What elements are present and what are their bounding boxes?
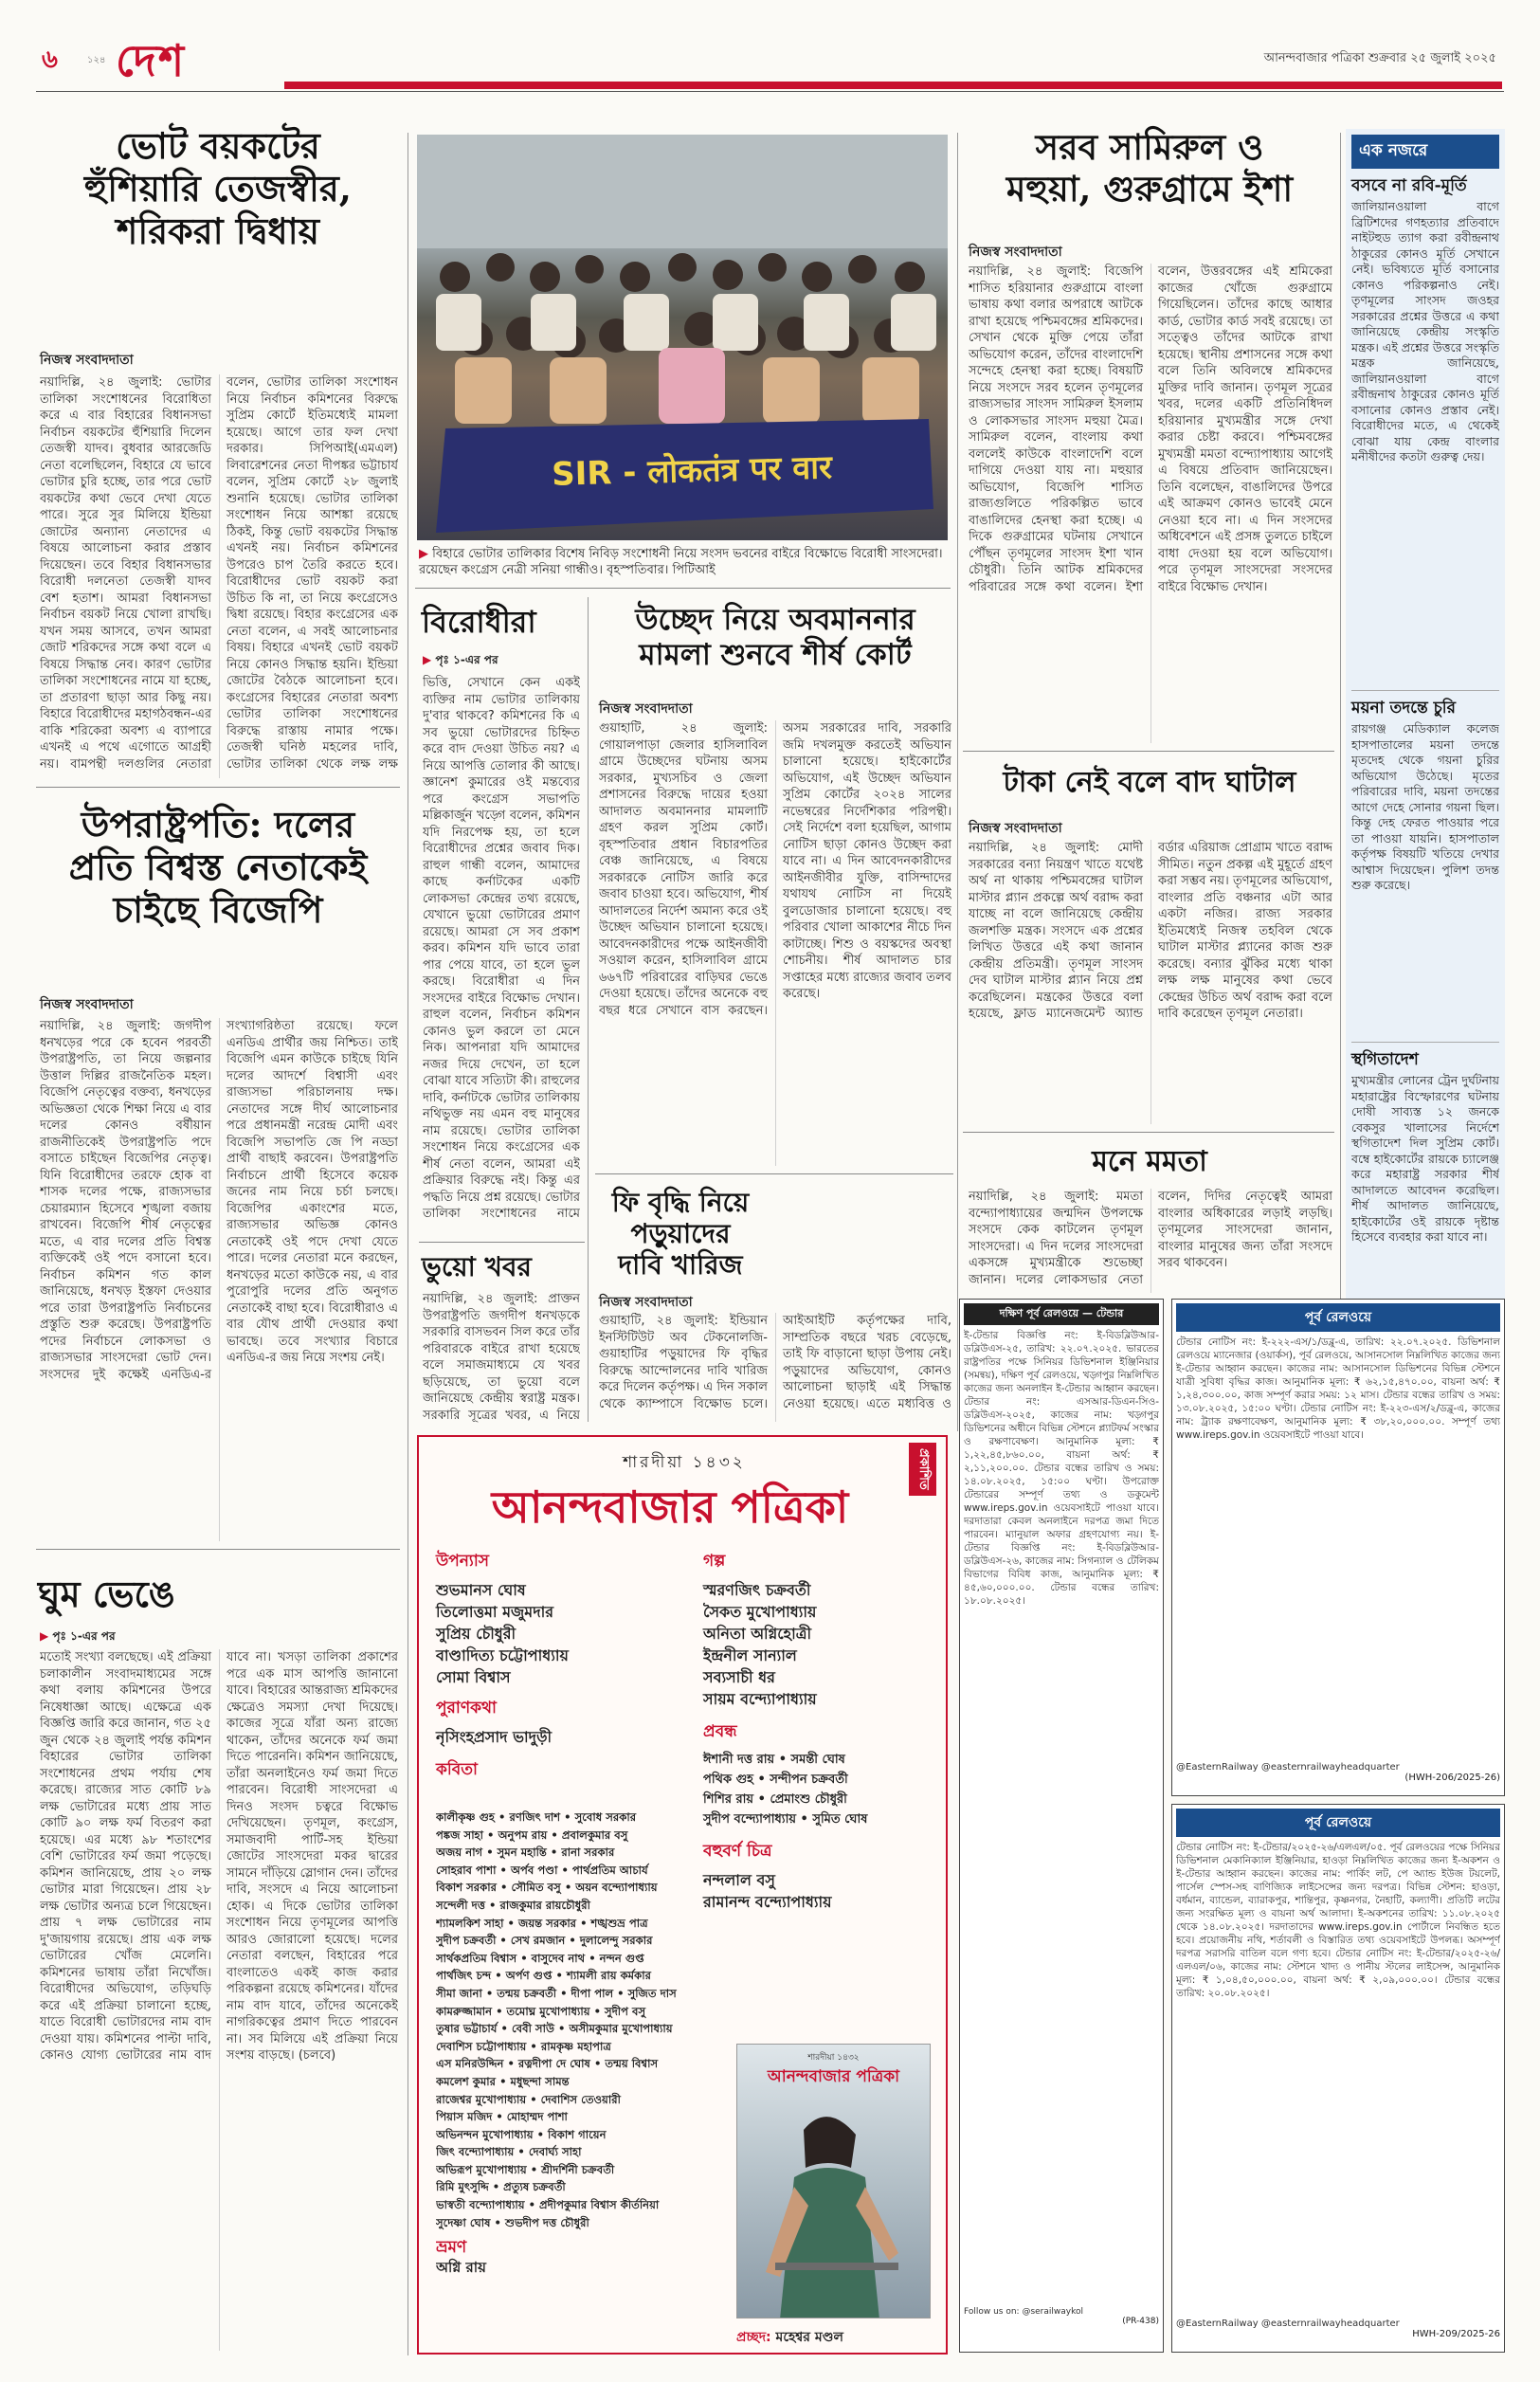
ad-body: টেন্ডার নোটিস নং: ই-টেন্ডার/২০২৫-২৬/এলএল/০৫. পূর্ব রেলওয়ের পক্ষে সিনিয়র ডিভিশনাল মেকানিক্যাল ইঞ্জিনিয়ার, হাওড়া নিম্নলিখিত কাজের জন্য ই-অকশন ও ই-টেন্ডার আহ্বান করছেন। কাজের নাম: পার্কিং লট, পে অ্যান্ড ইউজ টয়লেট, পার্সেল স্পেস-সহ বাণিজ্যিক লাইসেন্সের জন্য দরপত্র। বিভিন্ন স্টেশন: হাওড়া, বর্ধমান, ব্যান্ডেল, ব্যারাকপুর, শান্তিপুর, কৃষ্ণনগর, নৈহাটি, কল্যাণী। প্রতিটি লটের জন্য সংরক্ষিত মূল্য ও বায়না অর্থ আলাদা। ই-অকশনের তারিখ: ১১.০৮.২০২৫ থেকে ১৪.০৮.২০২৫। দরদাতাদের www.ireps.gov.in পোর্টালে নিবন্ধিত হতে হবে। প্রয়োজনীয় নথি, শর্তাবলী ও বিস্তারিত তথ্য ওয়েবসাইটে উপলব্ধ। অসম্পূর্ণ দরপত্র সরাসরি বাতিল বলে গণ্য হবে। টেন্ডার নোটিস নং: ই-টেন্ডার/২০২৫-২৬/এলএল/০৬, কাজের নাম: স্টেশনে খাদ্য ও পানীয় স্টলের লাইসেন্স, আনুমানিক মূল্য: ₹ ১,০৪,৫০,০০০.০০, বায়না অর্থ: ₹ ২,০৯,০০০.০০। টেন্ডার বন্ধের তারিখ: ২০.০৮.২০২৫। (1176, 1842, 1500, 1999)
ad-author: সুপ্রিয় চৌধুরী (436, 1625, 516, 1643)
ad-section-heading: কবিতা (436, 1760, 478, 1779)
cover-title: আনন্দবাজার পত্রিকা (767, 2067, 900, 2086)
masthead-rule (284, 82, 1502, 89)
railway-tender-ad-er-1 (1171, 1299, 1505, 1796)
article-body-birodhira: ভিত্তি, সেখানে কেন একই ব্যক্তির নাম ভোটার তালিকায় দু'বার থাকবে? কমিশনের কি এ সব ভুয়ো ভোটারদের চিহ্নিত করে বাদ দেওয়া উচিত নয়? এ নিয়ে আপত্তি তোলার কী আছে। জ্ঞানেশ কুমারের ওই মন্তব্যের পরে কংগ্রেস সভাপতি মল্লিকার্জুন খড়্গে বলেন, কমিশন যদি নিরপেক্ষ হয়, তা হলে বিরোধীদের প্রশ্নের জবাব দিক। রাহুল গান্ধী বলেন, আমাদের কাছে কর্নাটকের একটি লোকসভা কেন্দ্রের তথ্য রয়েছে, যেখানে ভুয়ো ভোটারের প্রমাণ রয়েছে। আমরা সে সব প্রকাশ করব। কমিশন যদি ভাবে তারা পার পেয়ে যাবে, তা হলে ভুল করছে। বিরোধীরা এ দিন সংসদের বাইরে বিক্ষোভ দেখান। রাহুল বলেন, নির্বাচন কমিশন কোনও ভুল করলে তা মেনে নিক। আপনারা যদি আমাদের নজর দিয়ে দেখেন, তা হলে বোঝা যাবে সত্যিটা কী। রাহুলের দাবি, কর্নাটকে ভোটার তালিকায় নথিভুক্ত নয় এমন বহু মানুষের নাম রয়েছে। ভোটার তালিকা সংশোধন নিয়ে কংগ্রেসের এক শীর্ষ নেতা বলেন, আমরা এই প্রক্রিয়ার বিরুদ্ধে নই। কিন্তু এর পদ্ধতি নিয়ে প্রশ্ন রয়েছে। ভোটার তালিকা সংশোধনের নামে (423, 676, 580, 1221)
published-badge: প্রকাশিত (909, 1443, 936, 1496)
ad-author: অনিতা অগ্নিহোত্রী (703, 1625, 812, 1643)
brief-headline: স্থগিতাদেশ (1351, 1050, 1419, 1070)
headline-vice-president: উপরাষ্ট্রপতি: দলের প্রতি বিশ্বস্ত নেতাকেই চাইছে বিজেপি (68, 803, 368, 931)
ad-header: দক্ষিণ পূর্ব রেলওয়ে — টেন্ডার (964, 1303, 1159, 1325)
ad-author: সব্যসাচী ধর (703, 1668, 775, 1686)
ad-footer: @EasternRailway @easternrailwayheadquarter (1176, 2318, 1400, 2329)
article-body-tejashwi: নয়াদিল্লি, ২৪ জুলাই: ভোটার তালিকা সংশোধনের বিরোধিতা করে এ বার বিহারের বিধানসভা নির্বাচন বয়কটের হুঁশিয়ারি দিলেন তেজস্বী যাদব। বুধবার আরজেডি নেতা বলেছিলেন, বিহারে যে ভাবে ভোটার চুরি হচ্ছে, তার পরে ভোট বয়কটের কথা ভেবে দেখা যেতে পারে। সুরে সুর মিলিয়ে ইন্ডিয়া জোটের অন্যান্য নেতাদের এ বিষয়ে আলোচনা করার প্রস্তাব দিয়েছেন। তবে বিহার বিধানসভার বিরোধী দলনেতা তেজস্বী যাদব বেশ হতাশ। আমরা বিধানসভা নির্বাচন বয়কট নিয়ে খোলা রাখছি। যখন সময় আসবে, তখন আমরা জোট শরিকদের সঙ্গে কথা বলে এ বিষয়ে সিদ্ধান্ত নেব। কারণ ভোটার তালিকা সংশোধনের নামে যা হচ্ছে, তা প্রতারণা ছাড়া আর কিছু নয়। বিহারে বিরোধীদের মহাগঠবন্ধন-এর বাকি শরিকেরা অবশ্য এ ব্যাপারে এখনই এ পথে এগোতে আগ্রহী নয়। বামপন্থী দলগুলির নেতারা বলেন, ভোটার তালিকা সংশোধন নিয়ে নির্বাচন কমিশনের বিরুদ্ধে সুপ্রিম কোর্টে ইতিমধ্যেই মামলা হয়েছে। আগে তার ফল দেখা দরকার। সিপিআই(এমএল) লিবারেশনের নেতা দীপঙ্কর ভট্টাচার্য বলেন, সুপ্রিম কোর্টে ২৮ জুলাই শুনানি হয়েছে। ভোটার তালিকা সংশোধন নিয়ে আশঙ্কা রয়েছে ঠিকই, কিন্তু ভোট বয়কটের সিদ্ধান্ত এখনই নয়। নির্বাচন কমিশনের উপরেও চাপ তৈরি করতে হবে। বিরোধীদের ভোট বয়কট করা উচিত কি না, তা নিয়ে কংগ্রেসেও দ্বিধা রয়েছে। বিহার কংগ্রেসের এক নেতা বলেন, এ সবই আলোচনার বিষয়। বিহারে এখনই ভোট বয়কট নিয়ে কোনও সিদ্ধান্ত হয়নি। ইন্ডিয়া জোটের বৈঠকে আলোচনা হবে। কংগ্রেসের বিহারের নেতারা অবশ্য ভোটার তালিকা সংশোধনের বিরুদ্ধে রাস্তায় নামার পক্ষে। তেজস্বী ঘনিষ্ঠ মহলের দাবি, ভোটার তালিকা থেকে লক্ষ লক্ষ (40, 375, 398, 772)
section-mark: ১২৪ (87, 55, 106, 65)
byline: নিজস্ব সংবাদদাতা (599, 1295, 693, 1310)
headline-mone-mamata: মনে মমতা (1092, 1145, 1207, 1178)
headline-bhuyo-khobor: ভুয়ো খবর (422, 1251, 532, 1282)
ad-author: তিলোত্তমা মজুমদার (436, 1603, 554, 1621)
article-body-fee-hike: গুয়াহাটি, ২৪ জুলাই: ইন্ডিয়ান ইনস্টিটিউট অব টেকনোলজি-গুয়াহাটির পড়ুয়াদের ফি বৃদ্ধির বিরুদ্ধে আন্দোলনের দাবি খারিজ করে দিলেন কর্তৃপক্ষ। এ দিন সকাল থেকে ক্যাম্পাসে বিক্ষোভ চলে। আইআইটি কর্তৃপক্ষের দাবি, সাম্প্রতিক বছরে খরচ বেড়েছে, তাই ফি বাড়ানো ছাড়া উপায় নেই। পড়ুয়াদের অভিযোগ, কোনও আলোচনা ছাড়াই এই সিদ্ধান্ত নেওয়া হয়েছে। এতে মধ্যবিত্ত ও (599, 1314, 951, 1411)
byline: নিজস্ব সংবাদদাতা (969, 821, 1062, 836)
headline-ghatal: টাকা নেই বলে বাদ ঘাটাল (1003, 766, 1296, 799)
news-photo-protest (417, 135, 948, 540)
cover-year: শারদীয়া ১৪৩২ (807, 2053, 860, 2063)
continued-marker: ▶ পৃঃ ১-এর পর (423, 653, 498, 666)
headline-eviction-contempt: উচ্ছেদ নিয়ে অবমাননার মামলা শুনবে শীর্ষ কোর্ট (635, 603, 915, 672)
ad-section-heading: গল্প (703, 1552, 726, 1571)
brief-body: রায়গঞ্জ মেডিক্যাল কলেজ হাসপাতালের ময়না তদন্তে মৃতদেহ থেকে গয়না চুরির অভিযোগ উঠেছে। মৃতের পরিবারের দাবি, ময়না তদন্তের আগে দেহে সোনার গয়না ছিল। কিন্তু দেহ ফেরত পাওয়ার পরে তা পাওয়া যায়নি। হাসপাতাল কর্তৃপক্ষ বিষয়টি খতিয়ে দেখার আশ্বাস দিয়েছেন। পুলিশ তদন্ত শুরু করেছে। (1351, 721, 1499, 893)
ek-nojore-title: এক নজরে (1351, 135, 1499, 169)
ad-header: পূর্ব রেলওয়ে (1176, 1809, 1500, 1837)
headline-birodhira: বিরোধীরা (422, 604, 536, 640)
ad-section-heading: উপন্যাস (436, 1552, 490, 1571)
ad-author: সায়ম বন্দ্যোপাধ্যায় (703, 1690, 817, 1708)
ad-author: ইন্দ্রনীল সান্যাল (703, 1646, 797, 1664)
ad-body: ই-টেন্ডার বিজ্ঞপ্তি নং: ই-বিডব্লিউআর-ডব্লিউএস-২৫, তারিখ: ২২.০৭.২০২৫. ভারতের রাষ্ট্রপতির পক্ষে সিনিয়র ডিভিশনাল ইঞ্জিনিয়ার (সমন্বয়), দক্ষিণ পূর্ব রেলওয়ে, খড়্গপুর নিম্নলিখিত কাজের জন্য অনলাইন ই-টেন্ডার আহ্বান করছেন। টেন্ডার নং: এসআর-ডিএন-সিও-ডব্লিউএস-২০২৫, কাজের নাম: খড়্গপুর ডিভিশনের অধীনে বিভিন্ন স্টেশনে প্ল্যাটফর্ম সংস্কার ও রক্ষণাবেক্ষণ। আনুমানিক মূল্য: ₹ ১,২২,৪৫,৮৬০.০০, বায়না অর্থ: ₹ ২,১১,২০০.০০. টেন্ডার বন্ধের তারিখ ও সময়: ১৪.০৮.২০২৫, ১৫:০০ ঘণ্টা। উপরোক্ত টেন্ডারের সম্পূর্ণ তথ্য ও ডকুমেন্ট www.ireps.gov.in ওয়েবসাইটে পাওয়া যাবে। দরদাতারা কেবল অনলাইনে দরপত্র জমা দিতে পারবেন। ম্যানুয়াল অফার গ্রহণযোগ্য নয়। ই-টেন্ডার বিজ্ঞপ্তি নং: ই-বিডব্লিউআর-ডব্লিউএস-২৬, কাজের নাম: সিগন্যাল ও টেলিকম বিভাগের বিবিধ কাজ, আনুমানিক মূল্য: ₹ ৪৫,৬০,০০০.০০. টেন্ডার বন্ধের তারিখ: ১৮.০৮.২০২৫। (964, 1330, 1159, 1607)
ad-author: রামানন্দ বন্দ্যোপাধ্যায় (703, 1893, 832, 1911)
byline: নিজস্ব সংবাদদাতা (599, 701, 693, 717)
ad-section-heading: প্রবন্ধ (703, 1722, 737, 1741)
ad-author: শিশির রায় • প্রেমাংশু চৌধুরী (703, 1792, 847, 1807)
ad-header: পূর্ব রেলওয়ে (1176, 1303, 1500, 1332)
railway-tender-ad-er-2 (1171, 1804, 1505, 2353)
ad-footer: @EasternRailway @easternrailwayheadquarter (1176, 1762, 1400, 1773)
brief-body: জালিয়ানওয়ালা বাগে ব্রিটিশদের গণহত্যার প্রতিবাদে নাইটহুড ত্যাগ করা রবীন্দ্রনাথ ঠাকুরের কোনও মূর্তি সেখানে নেই। ভবিষ্যতে মূর্তি বসানোর কোনও পরিকল্পনাও নেই। তৃণমূলের সাংসদ জওহর সরকারের প্রশ্নের উত্তরে এ কথা জানিয়েছে কেন্দ্রীয় সংস্কৃতি মন্ত্রক। এই প্রশ্নের উত্তরে সংস্কৃতি মন্ত্রক জানিয়েছে, জালিয়ানওয়ালা বাগে রবীন্দ্রনাথ ঠাকুরের কোনও মূর্তি বসানোর কোনও প্রস্তাব নেই। বিরোধীদের মতে, এ থেকেই বোঝা যায় কেন্দ্র বাংলার মনীষীদের কতটা গুরুত্ব দেয়। (1351, 199, 1499, 464)
byline: নিজস্ব সংবাদদাতা (40, 997, 134, 1012)
ad-year: শারদীয়া ১৪৩২ (623, 1453, 746, 1472)
ad-code: HWH-209/2025-26 (1412, 2329, 1500, 2339)
ad-author: সৈকত মুখোপাধ্যায় (703, 1603, 817, 1621)
byline: নিজস্ব সংবাদদাতা (969, 245, 1062, 260)
continued-marker: ▶ পৃঃ ১-এর পর (40, 1629, 116, 1643)
brief-body: মুখ্যমন্ত্রীর লোনের ট্রেন দুর্ঘটনায় মহারাষ্ট্রের বিস্ফোরণের ঘটনায় দোষী সাব্যস্ত ১২ জনকে বেকসুর খালাসের নির্দেশে স্থগিতাদেশ দিল সুপ্রিম কোর্ট। বম্বে হাইকোর্টের রায়কে চ্যালেঞ্জ করে মহারাষ্ট্র সরকার শীর্ষ আদালতে আবেদন করেছিল। শীর্ষ আদালত জানিয়েছে, হাইকোর্টের ওই রায়কে দৃষ্টান্ত হিসেবে ব্যবহার করা যাবে না। (1351, 1073, 1499, 1245)
ad-section-heading: বহুবর্ণ চিত্র (703, 1842, 772, 1861)
ad-author: পথিক গুহ • সন্দীপন চক্রবর্তী (703, 1773, 848, 1787)
article-body-samirul: নয়াদিল্লি, ২৪ জুলাই: বিজেপি শাসিত হরিয়ানার গুরুগ্রামে বাংলা ভাষায় কথা বলার অপরাধে আটকে রাখা হয়েছে পশ্চিমবঙ্গের শ্রমিকদের। সেখান থেকে মুক্তি পেয়ে তাঁরা অভিযোগ করেন, তাঁদের বাংলাদেশি সন্দেহে হেনস্থা করা হচ্ছে। বিষয়টি নিয়ে সংসদে সরব হলেন তৃণমূলের রাজ্যসভার সাংসদ সামিরুল ইসলাম ও লোকসভার সাংসদ মহুয়া মৈত্র। সামিরুল বলেন, বাংলায় কথা বললেই কাউকে বাংলাদেশি বলে দাগিয়ে দেওয়া যায় না। মহুয়ার অভিযোগ, বিজেপি শাসিত রাজ্যগুলিতে পরিকল্পিত ভাবে বাঙালিদের হেনস্থা করা হচ্ছে। এ দিকে গুরুগ্রামের ঘটনায় সেখানে পৌঁছন তৃণমূলের সাংসদ ইশা খান চৌধুরী। তিনি আটক শ্রমিকদের পরিবারের সঙ্গে কথা বলেন। ইশা বলেন, উত্তরবঙ্গের এই শ্রমিকেরা কাজের খোঁজে গুরুগ্রামে গিয়েছিলেন। তাঁদের কাছে আধার কার্ড, ভোটার কার্ড সবই রয়েছে। তা সত্ত্বেও তাঁদের আটকে রাখা হয়েছে। স্থানীয় প্রশাসনের সঙ্গে কথা বলে তিনি অবিলম্বে শ্রমিকদের মুক্তির দাবি জানান। তৃণমূল সূত্রের খবর, দলের একটি প্রতিনিধিদল হরিয়ানার মুখ্যমন্ত্রীর সঙ্গে দেখা করার চেষ্টা করবে। পশ্চিমবঙ্গের মুখ্যমন্ত্রী মমতা বন্দ্যোপাধ্যায় আগেই এ বিষয়ে প্রতিবাদ জানিয়েছেন। তিনি বলেছেন, বাঙালিদের উপরে এই আক্রমণ কোনও ভাবেই মেনে নেওয়া হবে না। এ দিন সংসদের অধিবেশনে এই প্রসঙ্গ তুলতে চাইলে বাধা দেওয়া হয় বলে অভিযোগ। পরে তৃণমূল সাংসদেরা সংসদের বাইরে বিক্ষোভ দেখান। (969, 264, 1332, 594)
sharodiya-advert (417, 1435, 948, 2355)
headline-samirul-mohua: সরব সামিরুল ও মহুয়া, গুরুগ্রামে ইশা (1006, 126, 1294, 209)
ek-nojore-box (1346, 129, 1505, 1429)
headline-tejashwi: ভোট বয়কটের হুঁশিয়ারি তেজস্বীর, শরিকরা দ্বিধায় (83, 124, 353, 252)
article-body-eviction: গুয়াহাটি, ২৪ জুলাই: গোয়ালপাড়া জেলার হাসিলাবিল গ্রামে উচ্ছেদের ঘটনায় অসম সরকার, মুখ্যসচিব ও জেলা প্রশাসনের বিরুদ্ধে দায়ের হওয়া আদালত অবমাননার মামলাটি গ্রহণ করল সুপ্রিম কোর্ট। বৃহস্পতিবার প্রধান বিচারপতির বেঞ্চ জানিয়েছে, এ বিষয়ে সরকারকে নোটিস জারি করে জবাব চাওয়া হবে। অভিযোগ, শীর্ষ আদালতের নির্দেশ অমান্য করে ওই উচ্ছেদ অভিযান চালানো হয়েছে। আবেদনকারীদের পক্ষে আইনজীবী সওয়াল করেন, হাসিলাবিল গ্রামে ৬৬৭টি পরিবারের বাড়িঘর ভেঙে দেওয়া হয়েছে। তাঁদের অনেকে বহু বছর ধরে সেখানে বাস করছেন। অসম সরকারের দাবি, সরকারি জমি দখলমুক্ত করতেই অভিযান চালানো হয়েছে। হাইকোর্টের অভিযোগ, এই উচ্ছেদ অভিযান সুপ্রিম কোর্টের ২০২৪ সালের নভেম্বরের নির্দেশিকার পরিপন্থী। সেই নির্দেশে বলা হয়েছিল, আগাম নোটিস ছাড়া কোনও উচ্ছেদ করা যাবে না। এ দিন আবেদনকারীদের আইনজীবীর যুক্তি, বাসিন্দাদের যথাযথ নোটিস না দিয়েই বুলডোজার চালানো হয়েছে। বহু পরিবার খোলা আকাশের নীচে দিন কাটাচ্ছে। শিশু ও বয়স্কদের অবস্থা শোচনীয়। শীর্ষ আদালত চার সপ্তাহের মধ্যে রাজ্যের জবাব তলব করেছে। (599, 721, 951, 1018)
ad-masthead-title: আনন্দবাজার পত্রিকা (491, 1482, 849, 1533)
ad-author: স্মরণজিৎ চক্রবর্তী (703, 1581, 811, 1599)
ad-footer: Follow us on: @serailwaykol (964, 2307, 1083, 2317)
cover-credit: প্রচ্ছদ: মহেশ্বর মণ্ডল (736, 2330, 843, 2345)
ad-body: টেন্ডার নোটিস নং: ই-২২২-এস/১/ডব্লু-এ, তারিখ: ২২.০৭.২০২৫. ডিভিশনাল রেলওয়ে ম্যানেজার (ওয়ার্কস), পূর্ব রেলওয়ে, আসানসোল নিম্নলিখিত কাজের জন্য ই-টেন্ডার আহ্বান করছেন। কাজের নাম: আসানসোল ডিভিশনের বিভিন্ন স্টেশনে যাত্রী সুবিধা বৃদ্ধির কাজ। আনুমানিক মূল্য: ₹ ৬২,১৫,৪৭০.০০, বায়না অর্থ: ₹ ১,২৪,৩০০.০০, কাজ সম্পূর্ণ করার সময়: ১২ মাস। টেন্ডার বন্ধের তারিখ ও সময়: ১৩.০৮.২০২৫, ১৫:০০ ঘণ্টা। টেন্ডার নোটিস নং: ই-২২৩-এস/২/ডব্লু-এ, কাজের নাম: ট্র্যাক রক্ষণাবেক্ষণ, আনুমানিক মূল্য: ₹ ৩৮,২০,০০০.০০. সম্পূর্ণ তথ্য www.ireps.gov.in ওয়েবসাইটে পাওয়া যাবে। (1176, 1336, 1500, 1441)
brief-headline: বসবে না রবি-মূর্তি (1351, 176, 1467, 195)
cover-woman-illustration (737, 2092, 931, 2318)
ad-author: নৃসিংহপ্রসাদ ভাদুড়ী (436, 1728, 553, 1746)
brief-headline: ময়না তদন্তে চুরি (1351, 699, 1456, 718)
headline-fee-hike: ফি বৃদ্ধি নিয়ে পড়ুয়াদের দাবি খারিজ (611, 1187, 750, 1282)
protest-banner-text: SIR - लोकतंत्र पर वार (551, 448, 833, 494)
magazine-cover (736, 2044, 931, 2318)
ad-section-heading: পুরাণকথা (436, 1699, 497, 1718)
ad-section-heading: ভ্রমণ (436, 2238, 467, 2258)
page-number: ৬ (42, 45, 58, 74)
railway-tender-ad-se (959, 1299, 1164, 2353)
ad-code: (HWH-206/2025-26) (1404, 1773, 1500, 1783)
article-body-ghum-bhenge: মতোই সংখ্যা বলছেছে। এই প্রক্রিয়া চলাকালীন সংবাদমাধ্যমের সঙ্গে কথা বলায় কমিশনের উপরে নিষেধাজ্ঞা আছে। এক্ষেত্রে এক বিজ্ঞপ্তি জারি করে জানান, গত ২৫ জুন থেকে ২৪ জুলাই পর্যন্ত কমিশন বিহারের ভোটার তালিকা সংশোধনের প্রথম পর্যায় শেষ করেছে। রাজ্যের সাত কোটি ৮৯ লক্ষ ভোটারের মধ্যে প্রায় সাত কোটি ৯০ লক্ষ ফর্ম বিতরণ করা হয়েছে। এর মধ্যে ৯৮ শতাংশের বেশি ভোটারের ফর্ম জমা পড়েছে। কমিশন জানিয়েছে, প্রায় ২০ লক্ষ ভোটার মারা গিয়েছেন। প্রায় ২৮ লক্ষ ভোটার অন্যত্র চলে গিয়েছেন। প্রায় ৭ লক্ষ ভোটারের নাম দু'জায়গায় রয়েছে। প্রায় এক লক্ষ ভোটারের খোঁজ মেলেনি। কমিশনের ভাষায় তাঁরা নিখোঁজ। বিরোধীদের অভিযোগ, তড়িঘড়ি করে এই প্রক্রিয়া চালানো হচ্ছে, যাতে বিরোধী ভোটারদের নাম বাদ দেওয়া যায়। কমিশনের পাল্টা দাবি, কোনও যোগ্য ভোটারের নাম বাদ যাবে না। খসড়া তালিকা প্রকাশের পরে এক মাস আপত্তি জানানো যাবে। বিহারের আন্তরাজ্য শ্রমিকদের ক্ষেত্রেও সমস্যা দেখা দিয়েছে। কাজের সূত্রে যাঁরা অন্য রাজ্যে থাকেন, তাঁদের অনেকে ফর্ম জমা দিতে পারেননি। কমিশন জানিয়েছে, তাঁরা অনলাইনেও ফর্ম জমা দিতে পারবেন। বিরোধী সাংসদেরা এ দিনও সংসদ চত্বরে বিক্ষোভ দেখিয়েছেন। তৃণমূল, কংগ্রেস, সমাজবাদী পার্টি-সহ ইন্ডিয়া জোটের সাংসদেরা মকর দ্বারের সামনে দাঁড়িয়ে স্লোগান দেন। তাঁদের দাবি, সংসদে এ নিয়ে আলোচনা হোক। এ দিকে ভোটার তালিকা সংশোধন নিয়ে তৃণমূলের আপত্তি আরও জোরালো হয়েছে। দলের নেতারা বলছেন, বিহারের পরে বাংলাতেও একই কাজ করার পরিকল্পনা রয়েছে কমিশনের। যাঁদের নাম বাদ যাবে, তাঁদের অনেকেই নাগরিকত্বের প্রমাণ দিতে পারবেন না। সব মিলিয়ে এই প্রক্রিয়া নিয়ে সংশয় বাড়ছে। (চলবে) (40, 1650, 398, 2063)
ad-author: বাণ্ডাদিত্য চট্টোপাধ্যায় (436, 1646, 569, 1664)
article-body-vice-president: নয়াদিল্লি, ২৪ জুলাই: জগদীপ ধনখড়ের পরে কে হবেন পরবর্তী উপরাষ্ট্রপতি, তা নিয়ে জল্পনার উত্তাল দিল্লির রাজনৈতিক মহল। বিজেপি নেতৃত্বের বক্তব্য, ধনখড়ের অভিজ্ঞতা থেকে শিক্ষা নিয়ে এ বার দলের কোনও বর্ষীয়ান রাজনীতিকেই উপরাষ্ট্রপতি পদে বসাতে চাইছেন বিজেপির নেতৃত্ব। যিনি বিরোধীদের তরফে হোক বা শাসক দলের পক্ষে, রাজ্যসভার চেয়ারম্যান হিসেবে শৃঙ্খলা বজায় রাখবেন। বিজেপি শীর্ষ নেতৃত্বের মতে, এ বার দলের প্রতি বিশ্বস্ত ব্যক্তিকেই ওই পদে বসানো হবে। নির্বাচন কমিশন গত কাল জানিয়েছে, ধনখড় ইস্তফা দেওয়ার পরে তারা উপরাষ্ট্রপতি নির্বাচনের প্রস্তুতি শুরু করেছে। উপরাষ্ট্রপতি পদের নির্বাচনে লোকসভা ও রাজ্যসভার সাংসদেরা ভোট দেন। সংসদের দুই কক্ষেই এনডিএ-র সংখ্যাগরিষ্ঠতা রয়েছে। ফলে এনডিএ প্রার্থীর জয় নিশ্চিত। তাই বিজেপি এমন কাউকে চাইছে যিনি দলের আদর্শে বিশ্বাসী এবং রাজ্যসভা পরিচালনায় দক্ষ। নেতাদের সঙ্গে দীর্ঘ আলোচনার পরে প্রধানমন্ত্রী নরেন্দ্র মোদী এবং বিজেপি সভাপতি জে পি নড্ডা প্রার্থী বাছাই করবেন। উপরাষ্ট্রপতি নির্বাচনে প্রার্থী হিসেবে কয়েক জনের নাম নিয়ে চর্চা চলছে। বিজেপির একাংশের মতে, রাজ্যসভার অভিজ্ঞ কোনও নেতাকেই ওই পদে দেখা যেতে পারে। দলের নেতারা মনে করছেন, ধনখড়ের মতো কাউকে নয়, এ বার পুরোপুরি দলের প্রতি অনুগত নেতাকেই বাছা হবে। বিরোধীরাও এ বার যৌথ প্রার্থী দেওয়ার কথা ভাবছে। তবে সংখ্যার বিচারে এনডিএ-র জয় নিয়ে সংশয় নেই। (40, 1019, 398, 1382)
ad-author: শুভমানস ঘোষ (436, 1581, 526, 1599)
photo-caption: ▶ বিহারে ভোটার তালিকার বিশেষ নিবিড় সংশোধনী নিয়ে সংসদ ভবনের বাইরে বিক্ষোভে বিরোধী সাংসদেরা। রয়েছেন কংগ্রেস নেত্রী সনিয়া গান্ধীও। বৃহস্পতিবার। পিটিআই (419, 547, 943, 577)
byline: নিজস্ব সংবাদদাতা (40, 353, 134, 368)
ad-poets-list: কালীকৃষ্ণ গুহ • রণজিৎ দাশ • সুবোধ সরকার পঙ্কজ সাহা • অনুপম রায় • প্রবালকুমার বসু অজয় নাগ • সুমন মহান্তি • রানা সরকার সোহরাব পাশা • অর্পব পণ্ডা • পার্থপ্রতিম আচার্য বিকাশ সরকার • সৌমিত বসু • অয়ন বন্দ্যোপাধ্যায় সন্দেলী দত্ত • রাজকুমার রায়চৌধুরী শ্যামলকিশ সাহা • জয়ন্ত সরকার • শঙ্খশুভ্র পাত্র সুদীপ চক্রবর্তী • সেখ রমজান • দুলালেন্দু সরকার সার্থকপ্রতিম বিশ্বাস • বাসুদেব নাথ • নন্দন গুপ্ত পার্থজিৎ চন্দ • অর্পণ গুপ্ত • শ্যামলী রায় কর্মকার সীমা জানা • তন্ময় চক্রবর্তী • দীপা পাল • সুজিত দাস কামরুজ্জামান • তমোঘ্ন মুখোপাধ্যায় • সুদীপ বসু তুষার ভট্টাচার্য • বেবী সাউ • অসীমকুমার মুখোপাধ্যায় দেবাশিস চট্টোপাধ্যায় • রামকৃষ্ণ মহাপাত্র এস মনিরউদ্দিন • রত্নদীপা দে ঘোষ • তন্ময় বিশ্বাস কমলেশ কুমার • মধুছন্দা সামন্ত রাজেশ্বর মুখোপাধ্যায় • দেবাশিস তেওয়ারী পিয়াস মজিদ • মোহাম্মদ পাশা অভিনন্দন মুখোপাধ্যায় • বিকাশ গায়েন জিৎ বন্দ্যোপাধ্যায় • দেবার্ঘ্য সাহা অভিরূপ মুখোপাধ্যায় • শ্রীদর্শিনী চক্রবর্তী রিমি মুৎসুদ্দি • প্রত্যুষ চক্রবর্তী ভাস্বতী বন্দ্যোপাধ্যায় • প্রদীপকুমার বিশ্বাস কীর্তনিয়া সুদেষ্ণা ঘোষ • শুভদীপ দত্ত চৌধুরী ভ্রমণ অগ্নি রায় (436, 1809, 739, 2276)
article-body-mone-mamata: নয়াদিল্লি, ২৪ জুলাই: মমতা বন্দ্যোপাধ্যায়ের জন্মদিন উপলক্ষে সংসদে কেক কাটলেন তৃণমূল সাংসদেরা। এ দিন দলের সাংসদেরা একসঙ্গে মুখ্যমন্ত্রীকে শুভেচ্ছা জানান। দলের লোকসভার নেতা বলেন, দিদির নেতৃত্বেই আমরা বাংলার অধিকারের লড়াই লড়ছি। তৃণমূলের সাংসদেরা জানান, বাংলার মানুষের জন্য তাঁরা সংসদে সরব থাকবেন। (969, 1190, 1332, 1287)
article-body-bhuyo-khobor: নয়াদিল্লি, ২৪ জুলাই: প্রাক্তন উপরাষ্ট্রপতি জগদীপ ধনখড়কে সরকারি বাসভবন সিল করে তাঁর পরিবারকে বাইরে রাখা হয়েছে বলে সমাজমাধ্যমে যে খবর ছড়িয়েছে, তা ভুয়ো বলে জানিয়েছে কেন্দ্রীয় স্বরাষ্ট্র মন্ত্রক। সরকারি সূত্রের খবর, এ নিয়ে (423, 1292, 580, 1423)
section-title: দেশ (116, 35, 187, 86)
ad-author: নন্দলাল বসু (703, 1871, 775, 1889)
headline-ghum-bhenge: ঘুম ভেঙে (38, 1573, 175, 1615)
ad-author: ঈশানী দত্ত রায় • সমন্তী ঘোষ (703, 1753, 845, 1767)
ad-author: সোমা বিশ্বাস (436, 1668, 511, 1686)
masthead-info: আনন্দবাজার পত্রিকা শুক্রবার ২৫ জুলাই ২০২৫ (1263, 51, 1496, 65)
ad-author: সুদীপ বন্দ্যোপাধ্যায় • সুমিত ঘোষ (703, 1812, 868, 1827)
article-body-ghatal: নয়াদিল্লি, ২৪ জুলাই: মোদী সরকারের বন্যা নিয়ন্ত্রণ খাতে যথেষ্ট অর্থ না থাকায় পশ্চিমবঙ্গের ঘাটাল মাস্টার প্ল্যান প্রকল্পে অর্থ বরাদ্দ করা যাচ্ছে না বলে জানিয়েছে কেন্দ্রীয় জলশক্তি মন্ত্রক। সংসদে এক প্রশ্নের লিখিত উত্তরে এই কথা জানান কেন্দ্রীয় প্রতিমন্ত্রী। তৃণমূল সাংসদ দেব ঘাটাল মাস্টার প্ল্যান নিয়ে প্রশ্ন করেছিলেন। মন্ত্রকের উত্তরে বলা হয়েছে, ফ্লাড ম্যানেজমেন্ট অ্যান্ড বর্ডার এরিয়াজ প্রোগ্রাম খাতে বরাদ্দ সীমিত। নতুন প্রকল্প এই মুহূর্তে গ্রহণ করা সম্ভব নয়। তৃণমূলের অভিযোগ, বাংলার প্রতি বঞ্চনার এটা আর একটা নজির। রাজ্য সরকার ইতিমধ্যেই নিজস্ব তহবিল থেকে ঘাটাল মাস্টার প্ল্যানের কাজ শুরু করেছে। বন্যার ঝুঁকির মধ্যে থাকা লক্ষ লক্ষ মানুষের কথা ভেবে কেন্দ্রের উচিত অর্থ বরাদ্দ করা বলে দাবি করেছেন তৃণমূল নেতারা। (969, 841, 1332, 1021)
ad-code: (PR-438) (1122, 2317, 1159, 2326)
